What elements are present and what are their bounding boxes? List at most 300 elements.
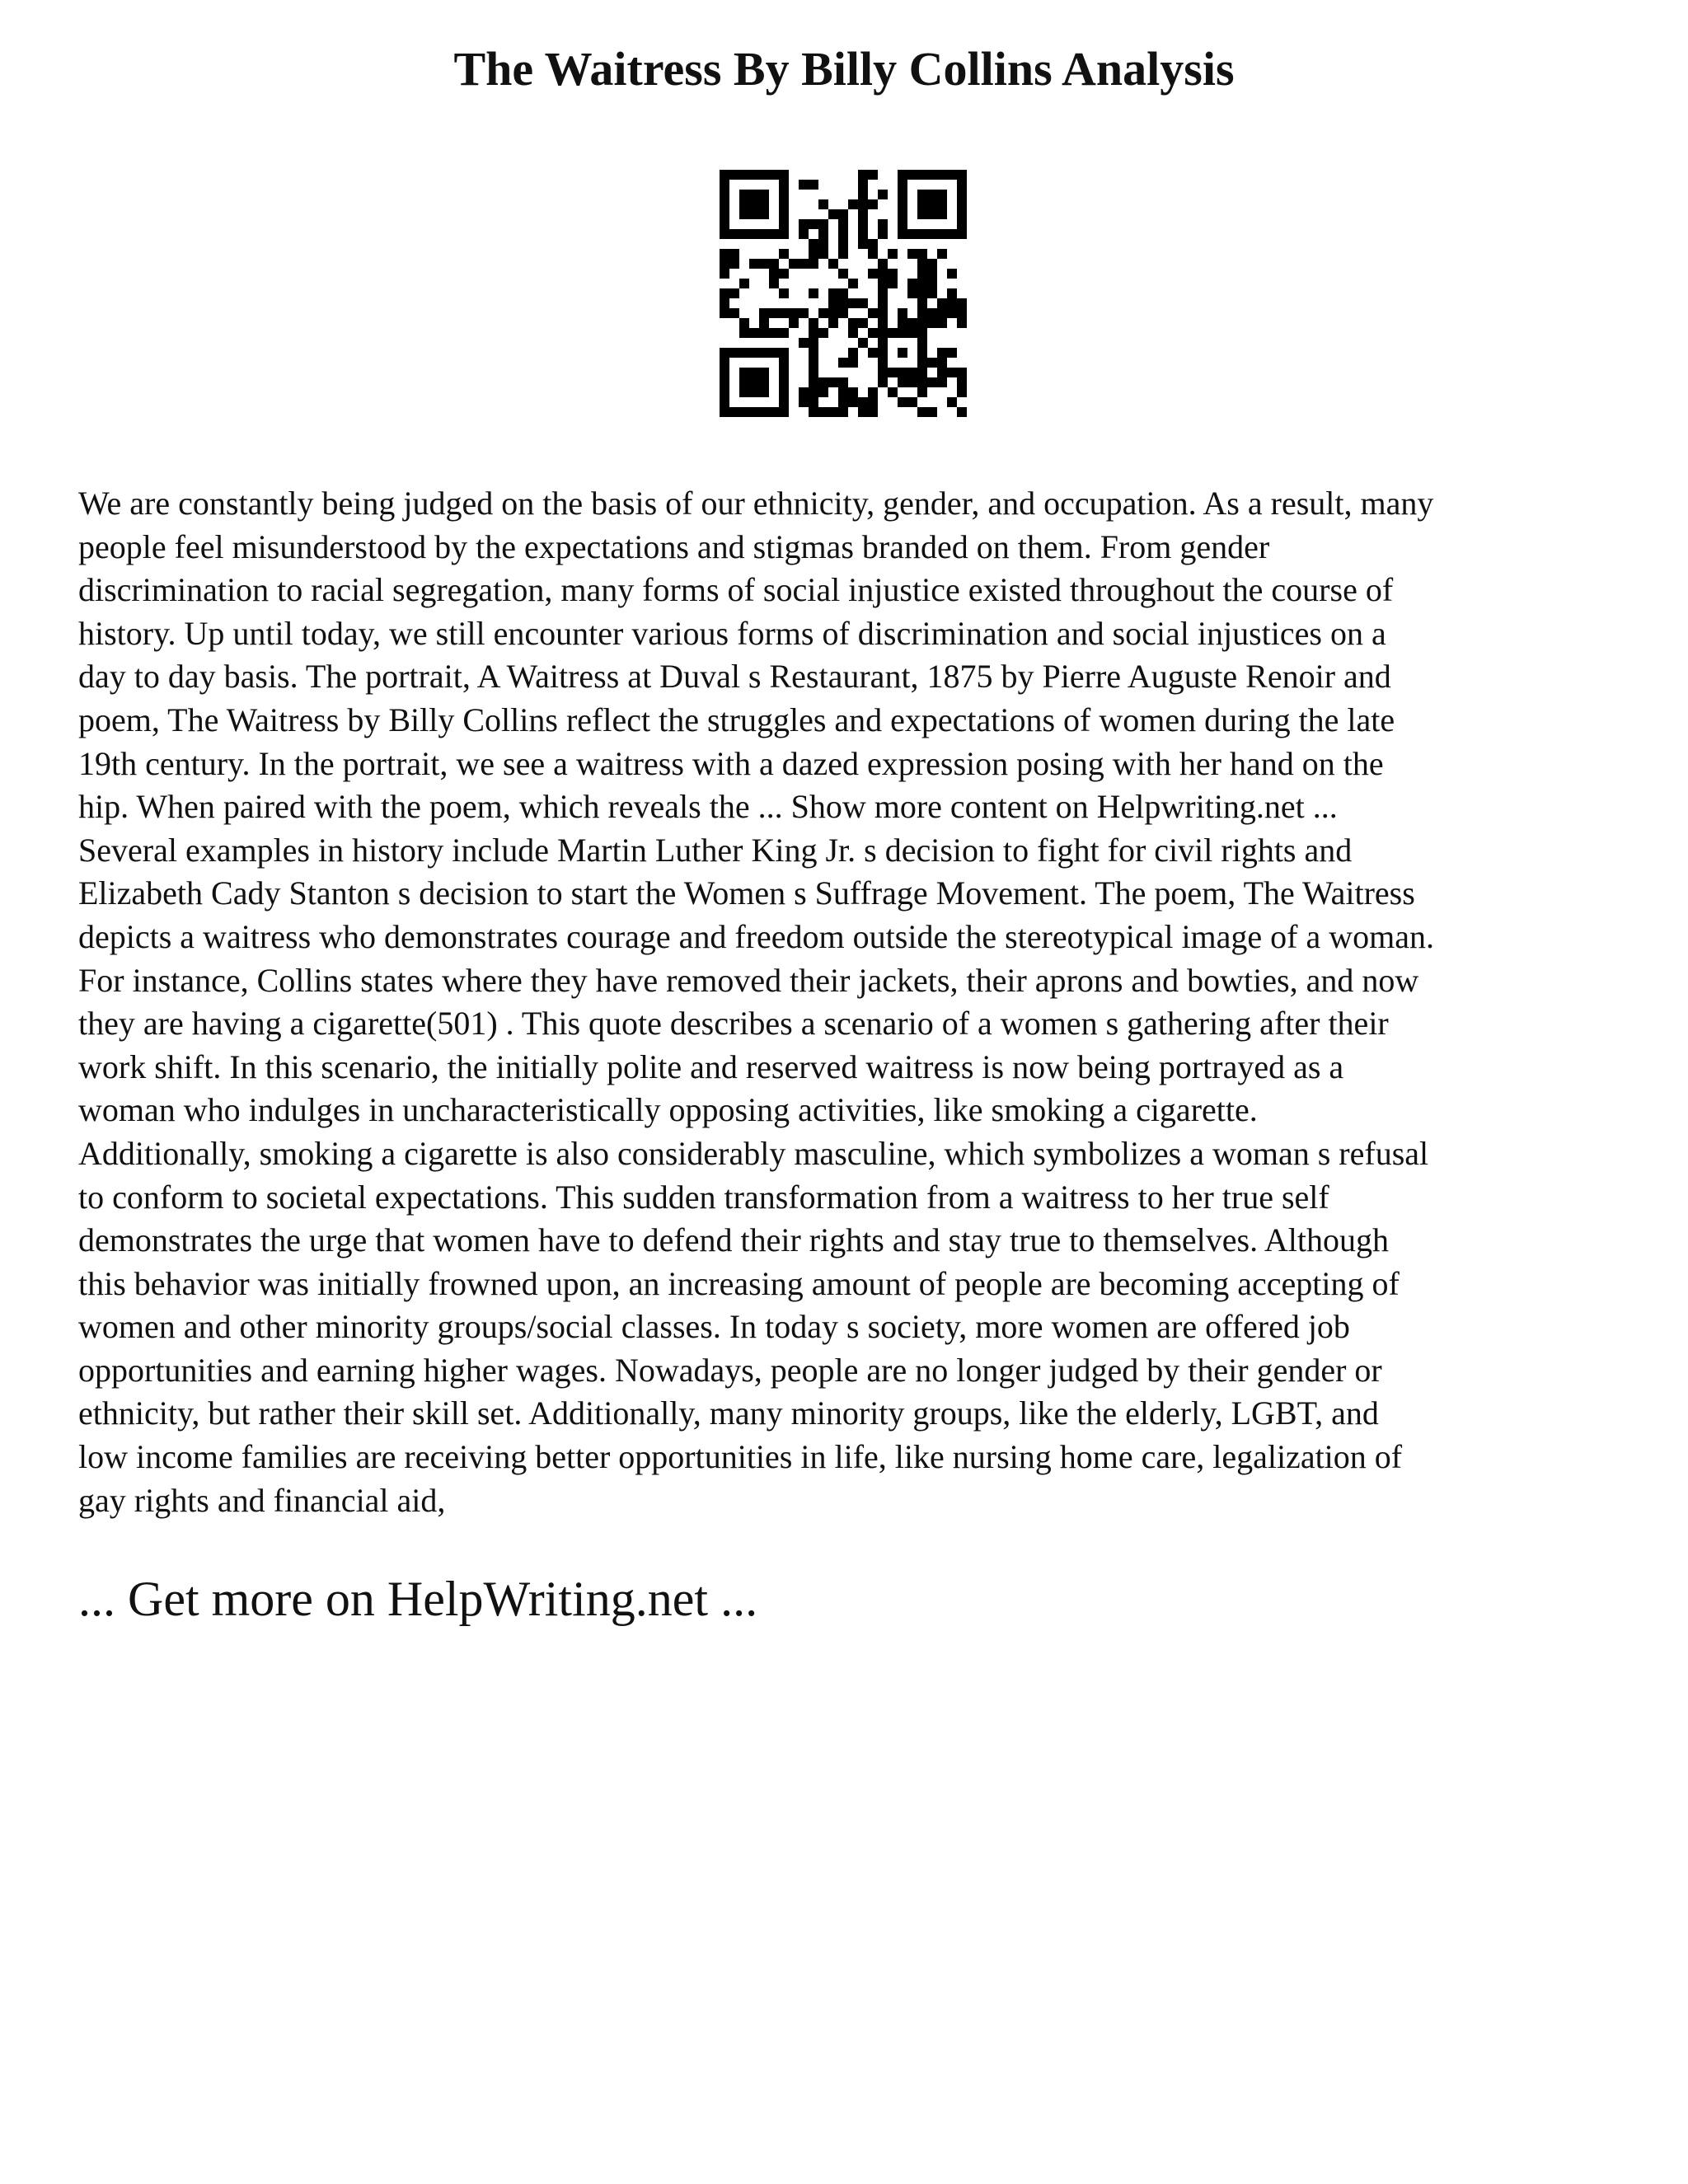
body-line: demonstrates the urge that women have to defend their rights and stay true to themselves. Although <box>78 1221 1389 1259</box>
qr-module <box>720 407 729 417</box>
qr-module <box>848 397 858 407</box>
qr-module <box>927 288 937 298</box>
qr-module <box>818 239 828 249</box>
qr-module <box>937 298 947 308</box>
qr-module <box>848 318 858 328</box>
qr-module <box>937 358 947 368</box>
qr-module <box>779 180 789 190</box>
qr-module <box>720 190 729 199</box>
qr-module <box>868 249 878 259</box>
qr-module <box>789 308 799 318</box>
qr-module <box>898 229 907 239</box>
qr-module <box>779 209 789 219</box>
qr-module <box>858 209 868 219</box>
qr-module <box>907 368 917 377</box>
qr-module <box>779 219 789 229</box>
qr-module <box>947 397 957 407</box>
qr-module <box>759 387 769 397</box>
qr-module <box>769 269 779 279</box>
qr-module <box>809 180 818 190</box>
qr-module <box>799 308 809 318</box>
qr-module <box>818 377 828 387</box>
qr-module <box>878 190 888 199</box>
qr-module <box>898 190 907 199</box>
qr-module <box>878 259 888 269</box>
qr-module <box>720 377 729 387</box>
qr-module <box>828 209 838 219</box>
qr-module <box>749 190 759 199</box>
qr-module <box>927 318 937 328</box>
qr-module <box>878 298 888 308</box>
qr-module <box>917 170 927 180</box>
qr-module <box>828 298 838 308</box>
qr-module <box>898 377 907 387</box>
body-line: Several examples in history include Martin Luther King Jr. s decision to fight for civil rights and <box>78 831 1353 869</box>
qr-module <box>957 407 967 417</box>
qr-module <box>957 180 967 190</box>
qr-module <box>759 368 769 377</box>
qr-module <box>720 229 729 239</box>
qr-module <box>898 219 907 229</box>
qr-module <box>779 397 789 407</box>
qr-module <box>749 170 759 180</box>
qr-module <box>809 368 818 377</box>
qr-module <box>769 229 779 239</box>
qr-module <box>898 328 907 338</box>
qr-module <box>769 170 779 180</box>
qr-module <box>720 199 729 209</box>
qr-module <box>759 407 769 417</box>
body-line: We are constantly being judged on the basis of our ethnicity, gender, and occupation. As a result, many <box>78 485 1434 522</box>
qr-module <box>828 308 838 318</box>
qr-module <box>779 377 789 387</box>
qr-module <box>957 318 967 328</box>
qr-module <box>878 279 888 288</box>
qr-module <box>809 377 818 387</box>
body-line: low income families are receiving better opportunities in life, like nursing home care, legalization of <box>78 1438 1403 1476</box>
qr-module <box>759 190 769 199</box>
body-line: day to day basis. The portrait, A Waitress at Duval s Restaurant, 1875 by Pierre Auguste Renoir and <box>78 658 1391 696</box>
qr-module <box>720 288 729 298</box>
qr-module <box>907 318 917 328</box>
qr-module <box>759 377 769 387</box>
qr-module <box>779 288 789 298</box>
qr-module <box>888 368 898 377</box>
body-line: poem, The Waitress by Billy Collins reflect the struggles and expectations of women during the late <box>78 701 1395 738</box>
qr-module <box>868 397 878 407</box>
qr-module <box>937 368 947 377</box>
qr-module <box>720 249 729 259</box>
qr-module <box>858 219 868 229</box>
qr-module <box>799 387 809 397</box>
qr-module <box>809 338 818 348</box>
qr-module <box>917 377 927 387</box>
qr-module <box>957 377 967 387</box>
qr-module <box>937 249 947 259</box>
qr-module <box>878 308 888 318</box>
qr-module <box>828 288 838 298</box>
qr-module <box>868 407 878 417</box>
qr-module <box>917 190 927 199</box>
qr-module <box>917 229 927 239</box>
qr-module <box>759 308 769 318</box>
qr-module <box>720 259 729 269</box>
qr-module <box>779 358 789 368</box>
qr-module <box>878 269 888 279</box>
qr-module <box>927 377 937 387</box>
qr-module <box>749 259 759 269</box>
qr-module <box>898 348 907 358</box>
qr-module <box>927 229 937 239</box>
qr-module <box>720 387 729 397</box>
qr-module <box>927 269 937 279</box>
qr-module <box>927 407 937 417</box>
body-line: people feel misunderstood by the expectations and stigmas branded on them. From gender <box>78 527 1270 565</box>
qr-module <box>868 387 878 397</box>
qr-module <box>838 377 848 387</box>
qr-module <box>868 269 878 279</box>
qr-module <box>838 397 848 407</box>
qr-module <box>848 387 858 397</box>
body-paragraph <box>78 482 1628 1522</box>
qr-module <box>947 368 957 377</box>
qr-module <box>818 199 828 209</box>
qr-module <box>878 358 888 368</box>
qr-module <box>779 407 789 417</box>
qr-module <box>838 229 848 239</box>
qr-module <box>858 180 868 190</box>
qr-module <box>720 368 729 377</box>
page-title: The Waitress By Billy Collins Analysis <box>453 42 1235 96</box>
qr-module <box>878 219 888 229</box>
qr-module <box>838 407 848 417</box>
qr-module <box>720 348 729 358</box>
qr-module <box>838 288 848 298</box>
qr-module <box>789 259 799 269</box>
qr-module <box>917 308 927 318</box>
qr-module <box>818 219 828 229</box>
get-more-link[interactable]: ... Get more on HelpWriting.net ... <box>78 1572 758 1626</box>
qr-module <box>907 288 917 298</box>
qr-module <box>878 318 888 328</box>
qr-module <box>907 397 917 407</box>
qr-module <box>799 397 809 407</box>
qr-module <box>809 348 818 358</box>
qr-module <box>848 348 858 358</box>
qr-module <box>769 328 779 338</box>
qr-module <box>799 180 809 190</box>
qr-module <box>720 269 729 279</box>
qr-module <box>749 407 759 417</box>
qr-module <box>749 199 759 209</box>
qr-module <box>898 199 907 209</box>
qr-module <box>927 199 937 209</box>
qr-module <box>838 387 848 397</box>
qr-module <box>898 368 907 377</box>
qr-module <box>720 397 729 407</box>
qr-module <box>858 239 868 249</box>
body-line: history. Up until today, we still encounter various forms of discrimination and social injustices on a <box>78 614 1386 652</box>
qr-module <box>957 199 967 209</box>
qr-module <box>868 239 878 249</box>
qr-module <box>937 170 947 180</box>
qr-module <box>779 199 789 209</box>
qr-module <box>809 219 818 229</box>
qr-module <box>917 298 927 308</box>
qr-module <box>749 387 759 397</box>
qr-module <box>828 259 838 269</box>
qr-module <box>759 259 769 269</box>
body-line: woman who indulges in uncharacteristically opposing activities, like smoking a cigarette. <box>78 1091 1258 1129</box>
qr-module <box>759 318 769 328</box>
qr-module <box>917 279 927 288</box>
qr-module <box>947 229 957 239</box>
body-line: ethnicity, but rather their skill set. Additionally, many minority groups, like the elderly, LGBT, and <box>78 1394 1379 1432</box>
qr-module <box>838 269 848 279</box>
qr-module <box>848 328 858 338</box>
body-line: this behavior was initially frowned upon, an increasing amount of people are becoming accepting of <box>78 1264 1400 1302</box>
body-line: Elizabeth Cady Stanton s decision to start the Women s Suffrage Movement. The poem, The Waitress <box>78 874 1415 912</box>
qr-module <box>759 328 769 338</box>
qr-module <box>878 377 888 387</box>
qr-module <box>818 249 828 259</box>
qr-module <box>927 308 937 318</box>
qr-module <box>818 229 828 239</box>
qr-module <box>779 229 789 239</box>
body-line: 19th century. In the portrait, we see a waitress with a dazed expression posing with her hand on the <box>78 744 1384 782</box>
qr-module <box>809 358 818 368</box>
qr-module <box>739 318 749 328</box>
qr-module <box>858 170 868 180</box>
qr-module <box>838 358 848 368</box>
qr-module <box>838 219 848 229</box>
qr-module <box>927 170 937 180</box>
qr-module <box>907 279 917 288</box>
qr-module <box>907 229 917 239</box>
qr-module <box>907 249 917 259</box>
qr-module <box>937 229 947 239</box>
qr-module <box>779 190 789 199</box>
qr-module <box>759 170 769 180</box>
body-line: opportunities and earning higher wages. Nowadays, people are no longer judged by their gender or <box>78 1351 1382 1389</box>
qr-module <box>720 209 729 219</box>
qr-module <box>739 328 749 338</box>
qr-module <box>809 328 818 338</box>
qr-module <box>858 338 868 348</box>
qr-module <box>937 348 947 358</box>
qr-module <box>779 387 789 397</box>
qr-module <box>868 199 878 209</box>
qr-module <box>818 308 828 318</box>
qr-module <box>779 269 789 279</box>
qr-module <box>720 298 729 308</box>
qr-module <box>858 229 868 239</box>
qr-module <box>917 259 927 269</box>
qr-module <box>749 328 759 338</box>
qr-module <box>957 387 967 397</box>
qr-module <box>917 348 927 358</box>
qr-module <box>917 407 927 417</box>
qr-module <box>917 368 927 377</box>
body-line: Additionally, smoking a cigarette is also considerably masculine, which symbolizes a woman s refusal <box>78 1134 1429 1172</box>
qr-module <box>809 407 818 417</box>
qr-module <box>917 199 927 209</box>
qr-module <box>878 229 888 239</box>
qr-module <box>739 387 749 397</box>
qr-module <box>779 368 789 377</box>
qr-module <box>937 209 947 219</box>
qr-module <box>957 308 967 318</box>
qr-module <box>739 229 749 239</box>
qr-module <box>858 199 868 209</box>
qr-module <box>957 298 967 308</box>
qr-module <box>739 170 749 180</box>
qr-module <box>769 279 779 288</box>
qr-module <box>838 209 848 219</box>
qr-module <box>799 259 809 269</box>
qr-module <box>947 348 957 358</box>
qr-module <box>720 308 729 318</box>
qr-module <box>947 308 957 318</box>
qr-module <box>739 368 749 377</box>
qr-module <box>739 209 749 219</box>
qr-module <box>927 358 937 368</box>
qr-module <box>749 377 759 387</box>
qr-module <box>898 180 907 190</box>
qr-module <box>729 259 739 269</box>
qr-module <box>809 239 818 249</box>
qr-module <box>779 328 789 338</box>
qr-module <box>957 219 967 229</box>
qr-module <box>799 219 809 229</box>
qr-module <box>937 199 947 209</box>
qr-module <box>947 298 957 308</box>
qr-module <box>729 249 739 259</box>
qr-module <box>917 269 927 279</box>
qr-module <box>759 229 769 239</box>
qr-module <box>749 229 759 239</box>
qr-module <box>828 407 838 417</box>
qr-module <box>858 190 868 199</box>
qr-module <box>907 377 917 387</box>
qr-module <box>898 209 907 219</box>
qr-module <box>868 328 878 338</box>
qr-module <box>888 249 898 259</box>
qr-module <box>957 209 967 219</box>
qr-module <box>749 348 759 358</box>
qr-module <box>937 190 947 199</box>
body-line: For instance, Collins states where they have removed their jackets, their aprons and bowties, and now <box>78 961 1419 999</box>
qr-module <box>898 318 907 328</box>
qr-module <box>888 387 898 397</box>
body-line: work shift. In this scenario, the initially polite and reserved waitress is now being portrayed as a <box>78 1047 1344 1085</box>
qr-module <box>769 407 779 417</box>
qr-module <box>769 259 779 269</box>
qr-module <box>878 348 888 358</box>
qr-module <box>917 358 927 368</box>
qr-module <box>838 308 848 318</box>
qr-module <box>739 279 749 288</box>
qr-module <box>759 199 769 209</box>
qr-module <box>720 219 729 229</box>
qr-module <box>729 407 739 417</box>
qr-module <box>838 249 848 259</box>
qr-module <box>858 318 868 328</box>
qr-module <box>739 190 749 199</box>
qr-module <box>937 377 947 387</box>
qr-module <box>927 279 937 288</box>
qr-module <box>739 377 749 387</box>
qr-module <box>868 348 878 358</box>
qr-module <box>878 288 888 298</box>
qr-code-icon[interactable] <box>720 170 967 417</box>
qr-module <box>868 308 878 318</box>
qr-module <box>868 170 878 180</box>
qr-module <box>809 249 818 259</box>
qr-module <box>809 288 818 298</box>
qr-module <box>759 209 769 219</box>
qr-module <box>828 377 838 387</box>
qr-module <box>749 209 759 219</box>
qr-module <box>729 348 739 358</box>
qr-module <box>769 348 779 358</box>
qr-module <box>858 407 868 417</box>
qr-module <box>917 288 927 298</box>
qr-module <box>739 199 749 209</box>
qr-module <box>809 318 818 328</box>
qr-module <box>729 288 739 298</box>
qr-module <box>789 318 799 328</box>
qr-module <box>779 308 789 318</box>
qr-module <box>739 407 749 417</box>
qr-module <box>888 279 898 288</box>
qr-module <box>759 348 769 358</box>
qr-module <box>858 397 868 407</box>
qr-module <box>907 328 917 338</box>
qr-module <box>818 328 828 338</box>
qr-module <box>957 190 967 199</box>
qr-module <box>917 338 927 348</box>
qr-module <box>779 249 789 259</box>
qr-module <box>848 199 858 209</box>
qr-module <box>957 229 967 239</box>
qr-module <box>947 170 957 180</box>
qr-module <box>729 170 739 180</box>
qr-module <box>729 229 739 239</box>
qr-module <box>838 298 848 308</box>
qr-module <box>917 318 927 328</box>
qr-module <box>858 298 868 308</box>
body-line: women and other minority groups/social classes. In today s society, more women are offered job <box>78 1308 1350 1346</box>
qr-module <box>898 397 907 407</box>
qr-module <box>818 387 828 397</box>
qr-module <box>848 358 858 368</box>
qr-module <box>878 368 888 377</box>
body-line: they are having a cigarette(501) . This quote describes a scenario of a women s gathering after their <box>78 1005 1389 1043</box>
qr-module <box>907 170 917 180</box>
qr-module <box>809 397 818 407</box>
qr-module <box>947 269 957 279</box>
qr-module <box>898 308 907 318</box>
qr-module <box>927 190 937 199</box>
body-line: depicts a waitress who demonstrates courage and freedom outside the stereotypical image of a woman. <box>78 917 1434 955</box>
qr-module <box>947 288 957 298</box>
qr-module <box>957 170 967 180</box>
qr-module <box>720 170 729 180</box>
qr-code-graphic <box>720 170 967 417</box>
qr-module <box>799 229 809 239</box>
qr-module <box>779 170 789 180</box>
